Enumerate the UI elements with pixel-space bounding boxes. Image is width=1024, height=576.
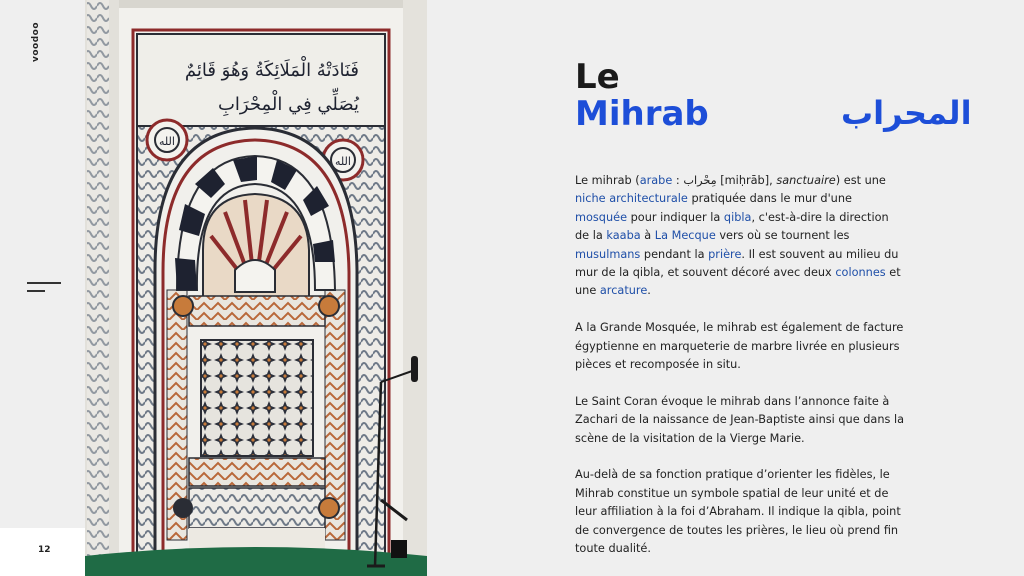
term-sanctuaire: sanctuaire <box>776 174 836 187</box>
link-qibla[interactable]: qibla <box>723 210 752 224</box>
paragraph-symbole: Au-delà de sa fonction pratique d’orienter les fidèles, le Mihrab constitue un symbole spatial de leur unité et de leur affiliation à la foi d’Abraham. Il indique la qibla, point de convergence de toutes les prières, le lieu où prend fin toute dualité. <box>575 468 901 556</box>
text-span: pendant la <box>640 247 709 261</box>
link-colonnes[interactable]: colonnes <box>835 266 886 280</box>
text-span: pratiquée dans le mur d'une <box>687 192 852 206</box>
paragraph-definition <box>575 172 905 301</box>
link-musulmans[interactable]: musulmans <box>575 247 641 261</box>
text-span: : مِحْراب [miḥrāb], <box>672 174 777 187</box>
page-title-line2: Mihrab <box>575 94 709 134</box>
page-title-arabic: المحراب <box>841 94 972 132</box>
link-kaaba[interactable]: kaaba <box>606 229 641 243</box>
left-rail <box>0 0 85 576</box>
text-span: pour indiquer la <box>627 210 724 224</box>
mihrab-photo <box>85 0 427 576</box>
brand-text: voodoo <box>31 21 41 63</box>
body-text <box>575 172 905 576</box>
link-la-mecque[interactable]: La Mecque <box>654 229 716 243</box>
link-priere[interactable]: prière <box>708 247 742 261</box>
text-span: vers où se tournent les <box>715 229 850 243</box>
text-span: ) est une <box>835 174 886 187</box>
menu-line-bottom <box>27 290 45 292</box>
medallion-right-text: الله <box>335 155 351 168</box>
text-span: à <box>640 229 655 243</box>
page-number-box <box>0 528 85 576</box>
paragraph-grande-mosquee: A la Grande Mosquée, le mihrab est également de facture égyptienne en marqueterie de marbre livrée en plusieurs pièces et recomposée in situ. <box>575 321 904 372</box>
link-arcature[interactable]: arcature <box>599 284 648 298</box>
medallion-left-text: الله <box>159 135 175 148</box>
link-mosquee[interactable]: mosquée <box>575 210 628 224</box>
text-span: . <box>647 284 651 298</box>
brand-logo[interactable] <box>28 22 44 62</box>
text-panel <box>427 0 1024 576</box>
mihrab-illustration <box>85 0 427 576</box>
text-span: , c'est-à-dire la direction de la <box>575 210 889 243</box>
text-span: Le mihrab ( <box>575 174 640 187</box>
calligraphy-line2: يُصَلِّي فِي الْمِحْرَابِ <box>217 94 359 115</box>
page-title-line1: Le <box>575 57 620 97</box>
text-span: . Il est souvent au milieu du mur de la qibla, et souvent décoré avec deux <box>575 247 899 280</box>
link-niche-architecturale[interactable]: niche architecturale <box>575 192 688 206</box>
text-span: et une <box>575 266 901 298</box>
calligraphy-line1: فَنَادَتْهُ الْمَلَائِكَةُ وَهُوَ قَائِمٌ <box>184 60 359 81</box>
menu-icon[interactable] <box>27 282 61 294</box>
link-arabe[interactable]: arabe <box>639 174 673 187</box>
page-number: 12 <box>38 545 51 555</box>
menu-line-top <box>27 282 61 284</box>
paragraph-saint-coran: Le Saint Coran évoque le mihrab dans l’annonce faite à Zachari de la naissance de Jean-Baptiste ainsi que dans la scène de la visitation de la Vierge Marie. <box>575 394 905 445</box>
